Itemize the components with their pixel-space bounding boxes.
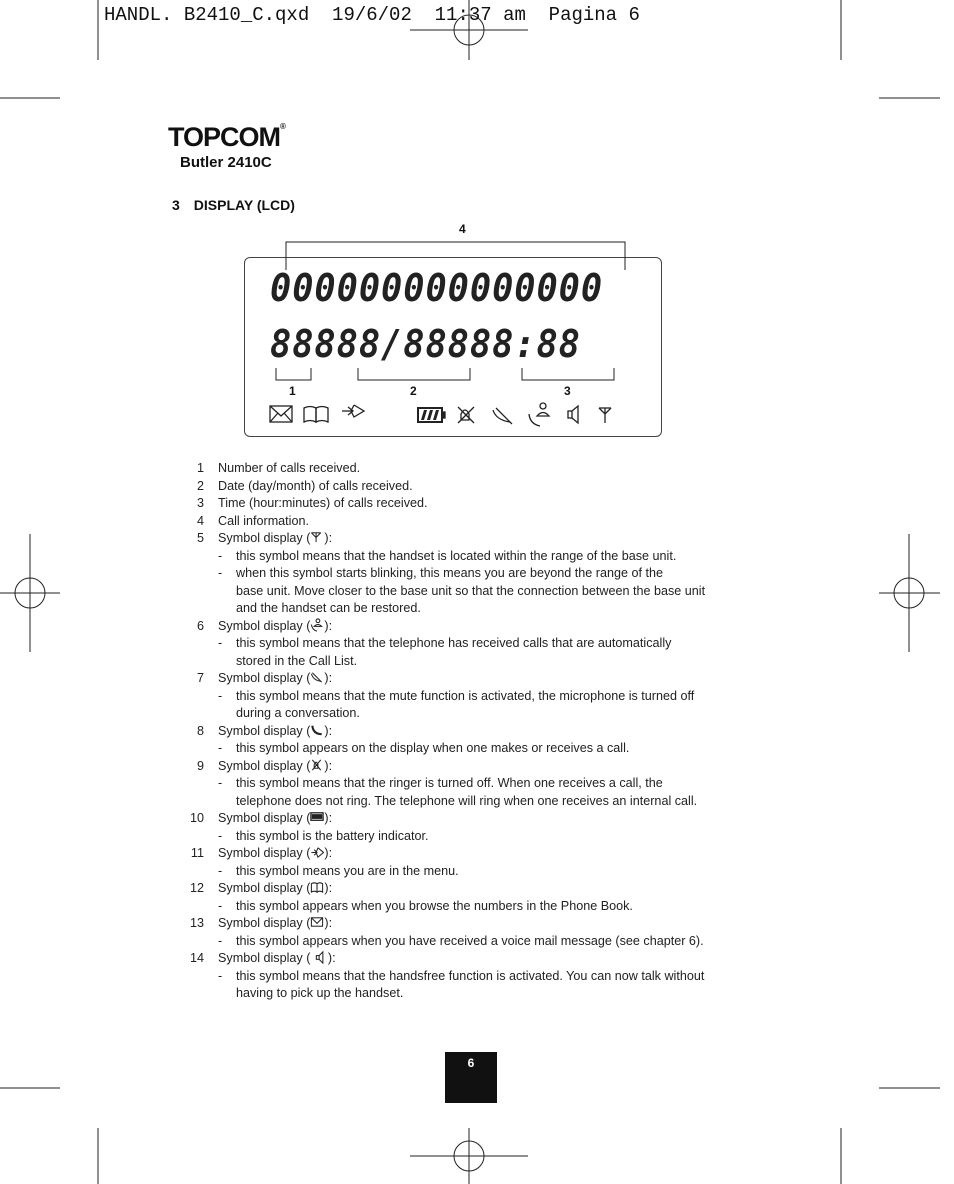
detail-text: this symbol means that the mute function is activated, the microphone is turned off xyxy=(236,688,695,703)
list-item xyxy=(186,950,786,968)
list-item-detail: - this symbol appears when you browse the numbers in the Phone Book. xyxy=(186,898,786,916)
list-item xyxy=(186,758,786,776)
mute-icon xyxy=(493,408,512,424)
list-item xyxy=(186,460,786,478)
list-item-text: Time (hour:minutes) of calls received. xyxy=(218,496,428,510)
list-item-detail: - this symbol appears on the display when one makes or receives a call. xyxy=(186,740,786,758)
detail-text: stored in the Call List. xyxy=(236,653,358,668)
symbol-list xyxy=(186,460,786,1003)
list-item-number: 6 xyxy=(196,618,204,633)
list-item-text xyxy=(218,915,332,933)
symbol-label-end: ): xyxy=(324,881,333,895)
list-item xyxy=(186,618,786,636)
lcd-icon-row xyxy=(268,400,618,428)
list-item-detail: - this symbol means that the mute function is activated, the microphone is turned off xyxy=(186,688,786,706)
section-number: 3 xyxy=(172,197,180,213)
symbol-label: Symbol display ( xyxy=(218,723,311,738)
symbol-label: Symbol display ( xyxy=(218,846,311,860)
list-item-detail: - this symbol means that the handset is located within the range of the base unit. xyxy=(186,548,786,566)
detail-text: during a conversation. xyxy=(236,706,360,720)
list-item-text xyxy=(218,845,332,863)
list-item-text: Date (day/month) of calls received. xyxy=(218,478,413,493)
detail-text: this symbol means that the handsfree function is activated. You can now talk without xyxy=(236,968,705,983)
callout-1: 1 xyxy=(289,384,296,398)
call-list-icon xyxy=(310,618,324,632)
list-item xyxy=(186,478,786,496)
list-item-number: 8 xyxy=(196,723,204,738)
detail-text: this symbol means that the handset is located within the range of the base unit. xyxy=(236,548,677,563)
list-item xyxy=(186,723,786,741)
callout-3: 3 xyxy=(564,384,571,398)
symbol-label: Symbol display ( xyxy=(218,671,311,685)
list-item-number: 11 xyxy=(190,846,204,860)
list-item-text xyxy=(218,530,332,548)
list-item-number: 9 xyxy=(196,758,204,773)
detail-text: this symbol appears on the display when one makes or receives a call. xyxy=(236,741,630,755)
list-item-text xyxy=(218,618,332,636)
list-item-text xyxy=(218,880,332,898)
page-number: 6 xyxy=(467,1056,475,1070)
list-item-detail: - this symbol means that the telephone has received calls that are automatically xyxy=(186,635,786,653)
detail-text: this symbol means that the ringer is turned off. When one receives a call, the xyxy=(236,776,663,790)
symbol-label: Symbol display ( xyxy=(218,951,314,965)
list-item xyxy=(186,670,786,688)
list-item-detail: - this symbol means that the ringer is turned off. When one receives a call, the xyxy=(186,775,786,793)
section-title: DISPLAY (LCD) xyxy=(193,197,295,213)
symbol-label-end: ): xyxy=(324,916,333,930)
brand-logo: TOPCOM® xyxy=(168,122,285,152)
list-item xyxy=(186,513,786,531)
detail-text: when this symbol starts blinking, this means you are beyond the range of the xyxy=(236,566,664,580)
handsfree-icon xyxy=(314,950,328,964)
phonebook-icon xyxy=(310,880,324,894)
list-item-number: 12 xyxy=(189,881,204,895)
list-item-text xyxy=(218,950,336,968)
lcd-row-date-time: 88888/88888:88 xyxy=(270,322,581,366)
symbol-label-end: ): xyxy=(324,723,333,738)
list-item xyxy=(186,530,786,548)
list-item-number: 4 xyxy=(196,513,204,528)
detail-text: telephone does not ring. The telephone will ring when one receives an internal call. xyxy=(236,793,698,808)
symbol-label: Symbol display ( xyxy=(218,881,311,895)
ringer-off-icon xyxy=(310,758,324,772)
callout-2: 2 xyxy=(410,384,417,398)
call-list-icon xyxy=(529,403,549,426)
list-item-detail: - this symbol appears when you have received a voice mail message (see chapter 6). xyxy=(186,933,786,951)
antenna-icon xyxy=(599,408,611,423)
symbol-label-end: ): xyxy=(324,618,333,633)
phonebook-icon xyxy=(304,407,328,423)
menu-icon xyxy=(342,405,364,417)
symbol-label-end: ): xyxy=(324,671,333,685)
list-item-detail: - this symbol means you are in the menu. xyxy=(186,863,786,881)
list-item-text xyxy=(218,810,332,828)
list-item xyxy=(186,495,786,513)
list-item-number: 14 xyxy=(189,951,204,965)
symbol-label-end: ): xyxy=(327,951,336,965)
list-item-number: 2 xyxy=(196,478,204,493)
mute-icon xyxy=(310,670,324,684)
callout-4: 4 xyxy=(459,222,466,236)
symbol-label: Symbol display ( xyxy=(218,811,311,825)
mail-icon xyxy=(270,406,292,422)
list-item-number: 10 xyxy=(189,811,204,825)
list-item-detail: - this symbol is the battery indicator. xyxy=(186,828,786,846)
symbol-label-end: ): xyxy=(324,758,333,773)
detail-text: having to pick up the handset. xyxy=(236,986,404,1000)
detail-text: this symbol is the battery indicator. xyxy=(236,828,429,843)
battery-icon xyxy=(310,810,324,824)
list-item-number: 1 xyxy=(196,461,204,475)
list-item-detail: - this symbol means that the handsfree function is activated. You can now talk without xyxy=(186,968,786,986)
battery-icon xyxy=(418,408,445,422)
detail-text: base unit. Move closer to the base unit so that the connection between the base unit xyxy=(236,583,706,598)
handsfree-icon xyxy=(568,406,578,423)
antenna-icon xyxy=(310,530,324,544)
list-item xyxy=(186,880,786,898)
handset-icon xyxy=(310,723,324,737)
list-item xyxy=(186,845,786,863)
symbol-label-end: ): xyxy=(324,846,333,860)
list-item-text xyxy=(218,670,332,688)
detail-text: and the handset can be restored. xyxy=(236,601,421,615)
model-name: Butler 2410C xyxy=(180,154,272,171)
symbol-label: Symbol display ( xyxy=(218,916,311,930)
list-item-detail xyxy=(186,705,786,723)
detail-text: this symbol appears when you browse the numbers in the Phone Book. xyxy=(236,898,633,913)
symbol-label-end: ): xyxy=(324,531,333,545)
list-item-detail xyxy=(186,793,786,811)
list-item-number: 3 xyxy=(196,496,204,510)
lcd-row-digits: 000000000000000 xyxy=(270,266,604,310)
list-item-detail xyxy=(186,653,786,671)
symbol-label: Symbol display ( xyxy=(218,758,311,773)
list-item-detail xyxy=(186,583,786,601)
list-item-text xyxy=(218,758,332,776)
list-item-number: 7 xyxy=(196,671,204,685)
mail-icon xyxy=(310,915,324,929)
list-item-detail: - when this symbol starts blinking, this means you are beyond the range of the xyxy=(186,565,786,583)
brand-logo-text: TOPCOM xyxy=(168,122,281,152)
lcd-brackets xyxy=(0,0,954,460)
file-slug: HANDL. B2410_C.qxd 19/6/02 11:37 am Pagina 6 xyxy=(104,4,640,26)
list-item xyxy=(186,915,786,933)
detail-text: this symbol means you are in the menu. xyxy=(236,863,459,878)
list-item-detail xyxy=(186,985,786,1003)
list-item xyxy=(186,810,786,828)
list-item-text xyxy=(218,723,332,741)
list-item-text: Call information. xyxy=(218,513,309,528)
symbol-label: Symbol display ( xyxy=(218,531,311,545)
menu-icon xyxy=(310,845,324,859)
list-item-number: 5 xyxy=(196,531,204,545)
ringer-off-icon xyxy=(458,407,474,423)
symbol-label-end: ): xyxy=(324,811,333,825)
list-item-text: Number of calls received. xyxy=(218,461,361,475)
detail-text: this symbol means that the telephone has received calls that are automatically xyxy=(236,636,672,650)
list-item-detail xyxy=(186,600,786,618)
symbol-label: Symbol display ( xyxy=(218,618,311,633)
detail-text: this symbol appears when you have received a voice mail message (see chapter 6). xyxy=(236,933,704,948)
list-item-number: 13 xyxy=(189,916,204,930)
